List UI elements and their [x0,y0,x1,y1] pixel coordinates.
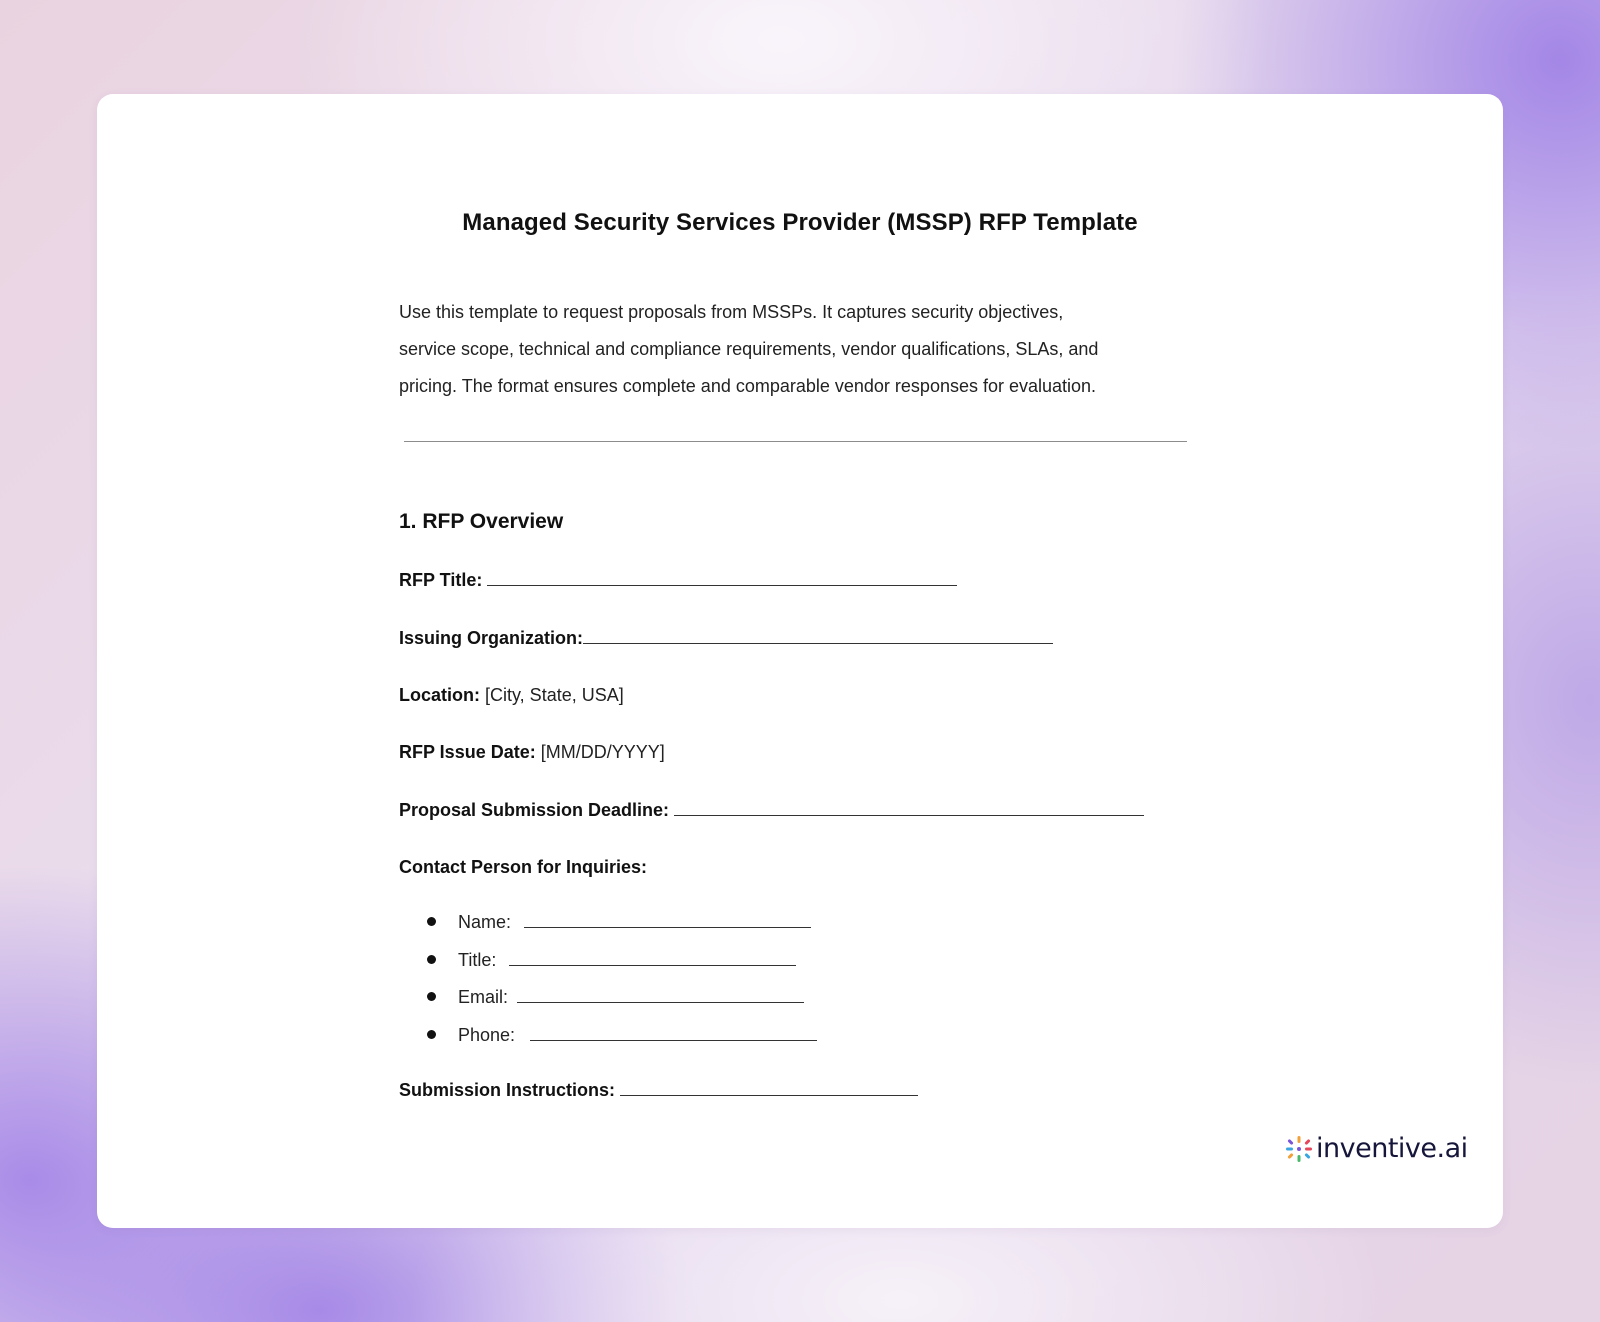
location-label: Location: [399,685,480,705]
proposal-deadline-field [399,800,1144,821]
proposal-deadline-blank[interactable] [674,801,1144,816]
proposal-deadline-label: Proposal Submission Deadline: [399,800,670,820]
contact-item-label: Name: [458,912,512,932]
contact-phone-blank[interactable] [530,1026,817,1041]
rfp-title-field [399,570,957,591]
contact-title-blank[interactable] [509,951,796,966]
contact-item-label: Email: [458,987,509,1008]
logo-text: inventive.ai [1316,1133,1468,1164]
contact-item-title [427,950,817,988]
rfp-title-label: RFP Title: [399,570,483,590]
inventive-logo [1285,1133,1468,1164]
bullet-icon [427,992,436,1001]
bullet-icon [427,917,436,926]
section-heading-rfp-overview: 1. RFP Overview [399,510,564,533]
contact-person-label: Contact Person for Inquiries: [399,857,648,877]
location-field [399,685,624,706]
rfp-issue-date-field [399,742,665,763]
document-title: Managed Security Services Provider (MSSP) RFP Template [462,209,1138,236]
submission-instructions-label: Submission Instructions: [399,1080,616,1100]
intro-line: service scope, technical and compliance requirements, vendor qualifications, SLAs, and [399,339,1099,359]
document-card [97,94,1503,1228]
submission-instructions-field [399,1080,918,1101]
location-value: [City, State, USA] [485,685,624,705]
contact-person-field [399,857,647,878]
issuing-organization-blank[interactable] [583,629,1053,644]
rfp-title-blank[interactable] [487,571,957,586]
rfp-issue-date-label: RFP Issue Date: [399,742,536,762]
intro-paragraph [399,294,1199,405]
bullet-icon [427,1030,436,1039]
contact-item-label: Phone: [458,1025,516,1046]
contact-email-blank[interactable] [517,988,804,1003]
intro-line: pricing. The format ensures complete and comparable vendor responses for evaluation. [399,376,1097,396]
rfp-issue-date-value: [MM/DD/YYYY] [540,742,665,762]
submission-instructions-blank[interactable] [620,1081,918,1096]
contact-item-label: Title: [458,949,497,970]
contact-item-email [427,987,817,1025]
horizontal-divider [404,441,1187,442]
contact-item-name [427,912,817,950]
inventive-mark-icon [1285,1135,1313,1163]
contact-list [427,912,817,1063]
issuing-organization-field [399,628,1053,649]
contact-item-phone [427,1025,817,1063]
bullet-icon [427,955,436,964]
issuing-organization-label: Issuing Organization: [399,628,584,648]
intro-line: Use this template to request proposals from MSSPs. It captures security objectives, [399,302,1064,322]
contact-name-blank[interactable] [524,913,811,928]
